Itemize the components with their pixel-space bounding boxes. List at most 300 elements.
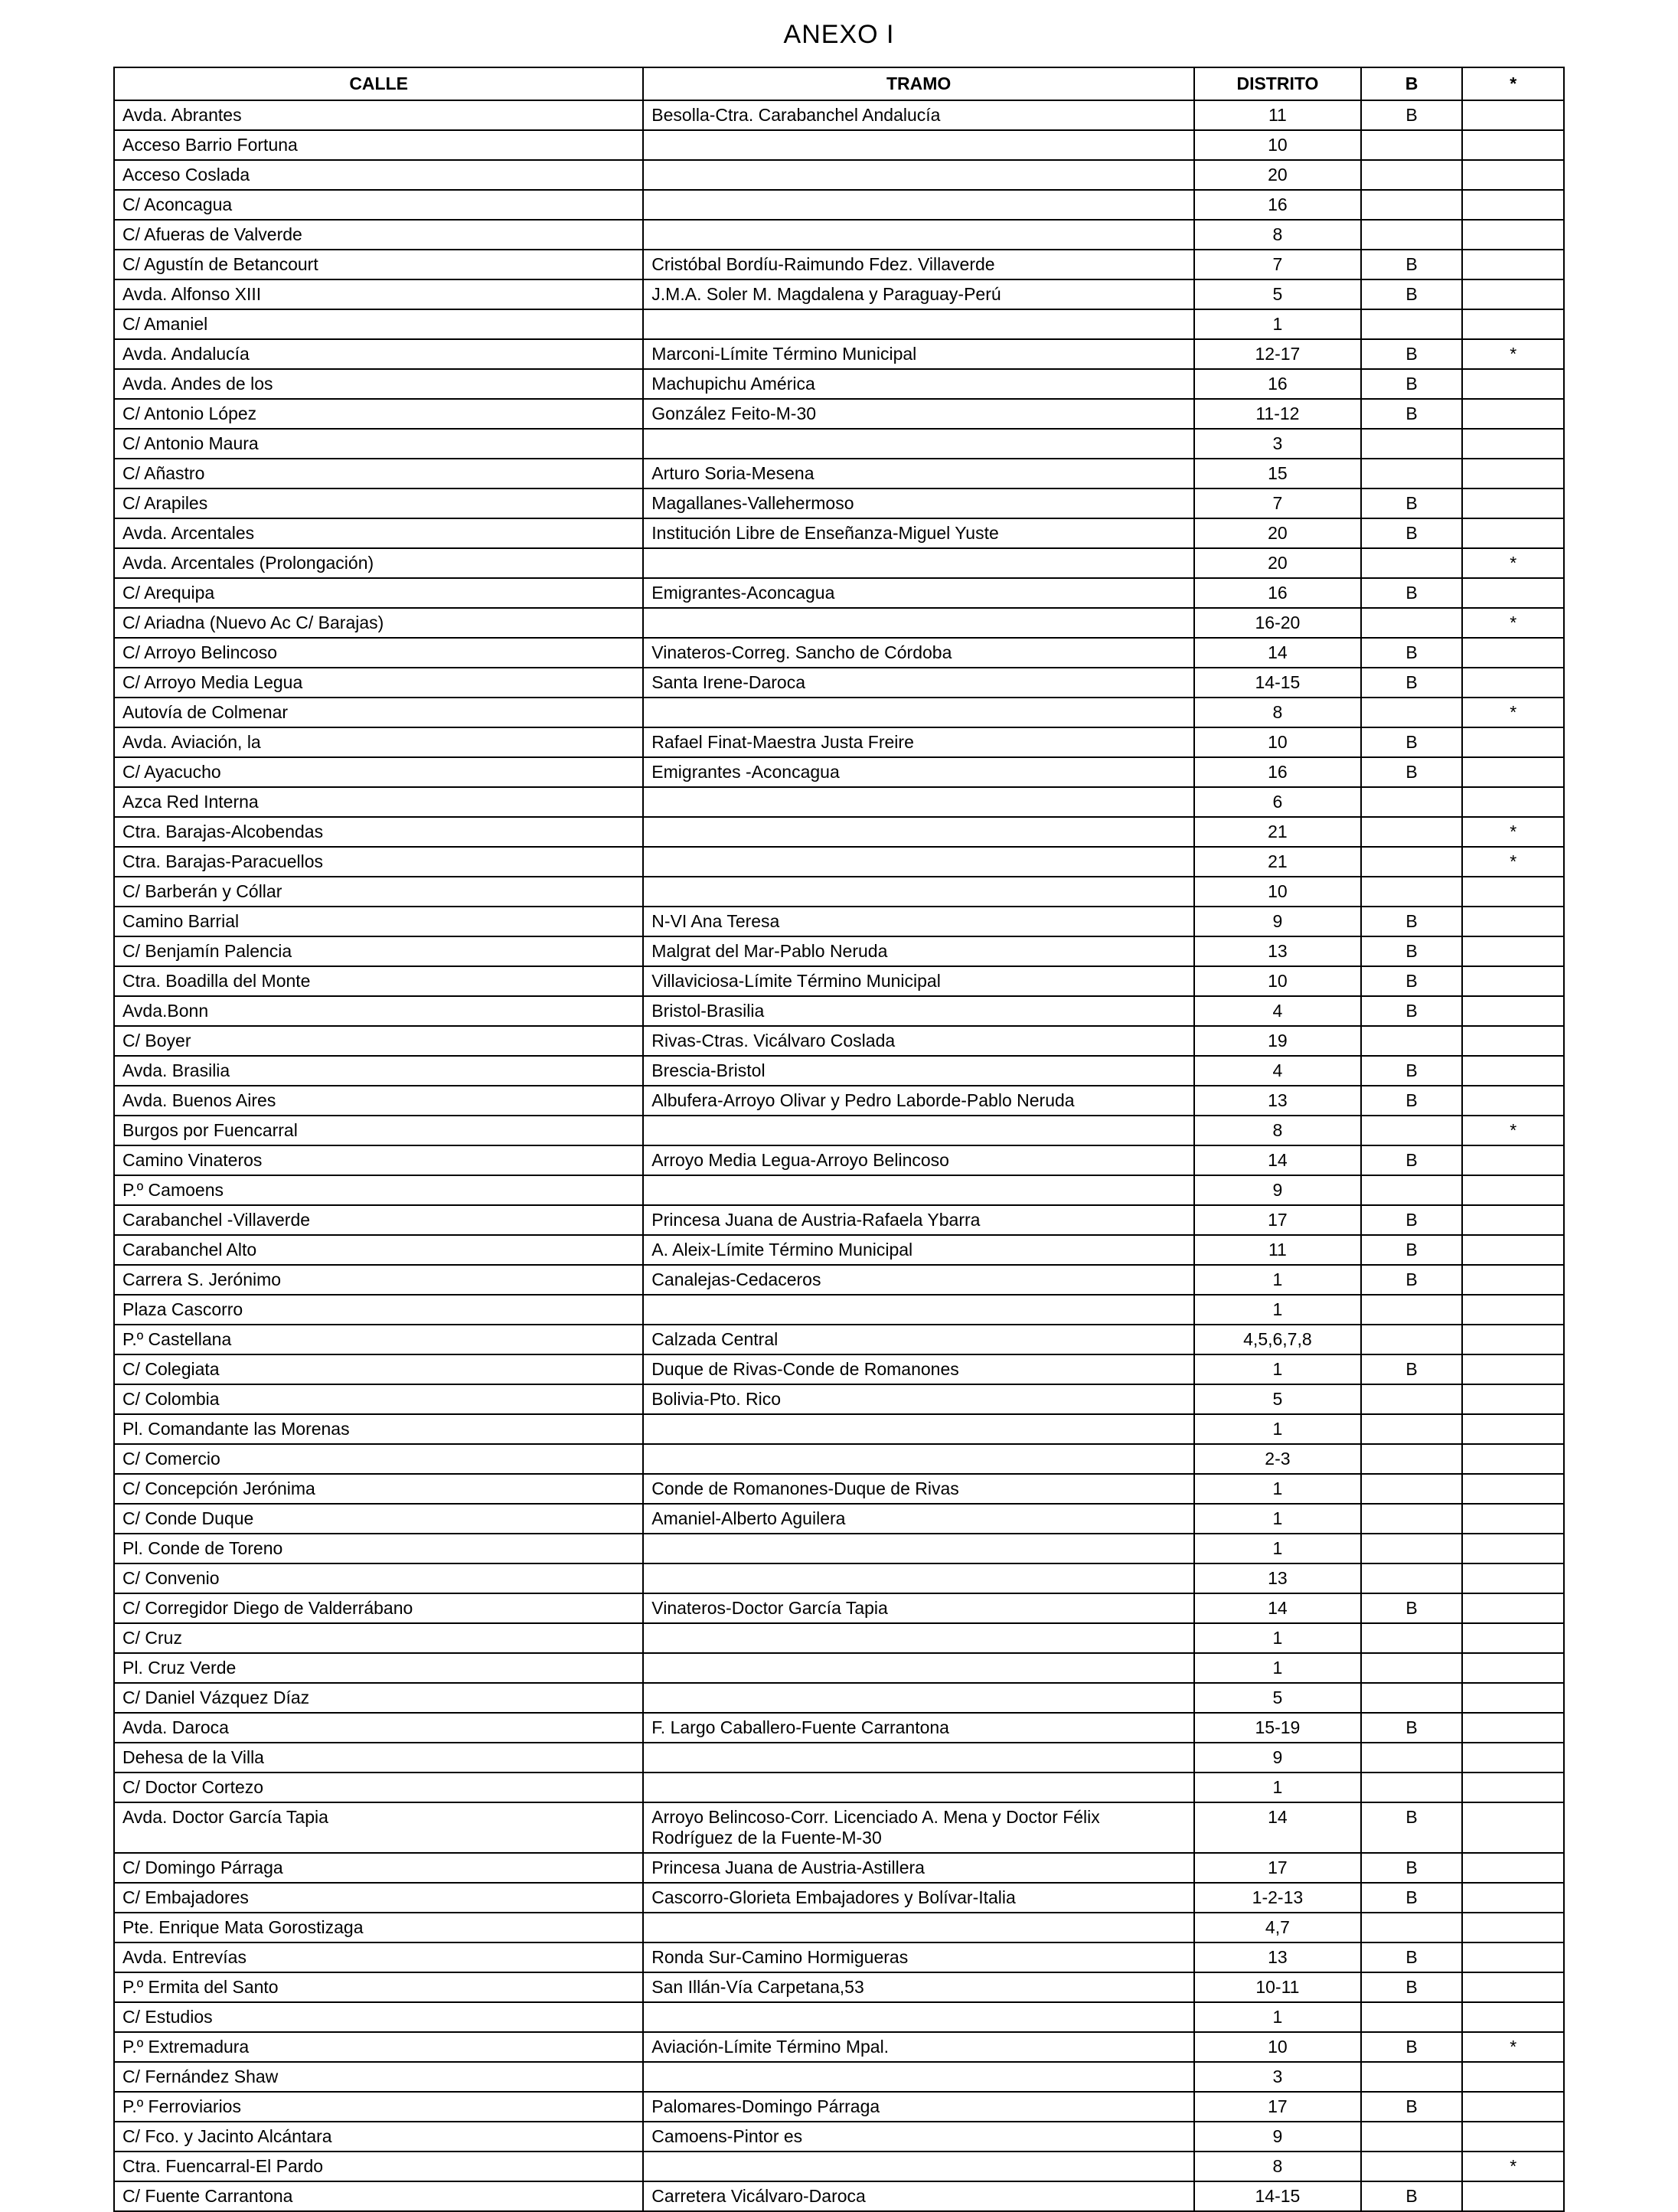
b-cell [1361,1325,1463,1354]
b-cell: B [1361,1942,1463,1972]
tramo-cell [643,130,1194,160]
tramo-cell [643,1534,1194,1563]
star-cell [1462,1683,1564,1713]
tramo-cell: Cascorro-Glorieta Embajadores y Bolívar-Italia [643,1883,1194,1913]
table-row [114,1563,1564,1593]
b-cell [1361,1623,1463,1653]
distrito-cell: 8 [1194,698,1361,727]
star-cell [1462,1883,1564,1913]
calle-cell: C/ Fuente Carrantona [114,2181,643,2211]
calle-cell: Carrera S. Jerónimo [114,1265,643,1295]
distrito-cell: 21 [1194,817,1361,847]
tramo-cell [643,1913,1194,1942]
star-cell [1462,1444,1564,1474]
b-cell [1361,698,1463,727]
tramo-cell: Princesa Juana de Austria-Rafaela Ybarra [643,1205,1194,1235]
b-cell: B [1361,578,1463,608]
calle-cell: Carabanchel -Villaverde [114,1205,643,1235]
b-cell: B [1361,250,1463,279]
calle-cell: Pte. Enrique Mata Gorostizaga [114,1913,643,1942]
table-row [114,996,1564,1026]
table-row [114,907,1564,936]
distrito-cell: 13 [1194,1086,1361,1116]
tramo-cell [643,1295,1194,1325]
table-row [114,877,1564,907]
distrito-cell: 1 [1194,2002,1361,2032]
star-cell [1462,1623,1564,1653]
b-cell [1361,1653,1463,1683]
tramo-cell: Amaniel-Alberto Aguilera [643,1504,1194,1534]
distrito-cell: 1 [1194,1504,1361,1534]
calle-cell: Camino Vinateros [114,1145,643,1175]
distrito-cell: 5 [1194,279,1361,309]
table-row [114,1883,1564,1913]
star-cell [1462,220,1564,250]
b-cell: B [1361,100,1463,130]
star-cell [1462,996,1564,1026]
tramo-cell: Aviación-Límite Término Mpal. [643,2032,1194,2062]
star-cell: * [1462,339,1564,369]
calle-cell: P.º Ermita del Santo [114,1972,643,2002]
calle-cell: Autovía de Colmenar [114,698,643,727]
table-row [114,399,1564,429]
distrito-cell: 16 [1194,757,1361,787]
tramo-cell [643,2152,1194,2181]
calle-cell: C/ Embajadores [114,1883,643,1913]
tramo-cell: Calzada Central [643,1325,1194,1354]
calle-cell: C/ Colegiata [114,1354,643,1384]
calle-cell: Avda. Aviación, la [114,727,643,757]
header-calle: CALLE [114,67,643,100]
tramo-cell [643,220,1194,250]
calle-cell: C/ Afueras de Valverde [114,220,643,250]
table-row [114,160,1564,190]
b-cell [1361,608,1463,638]
calle-cell: Pl. Conde de Toreno [114,1534,643,1563]
tramo-cell [643,1653,1194,1683]
b-cell: B [1361,1972,1463,2002]
tramo-cell: A. Aleix-Límite Término Municipal [643,1235,1194,1265]
star-cell [1462,638,1564,668]
tramo-cell [643,1743,1194,1773]
distrito-cell: 7 [1194,488,1361,518]
table-row [114,966,1564,996]
table-row [114,1414,1564,1444]
b-cell [1361,1474,1463,1504]
star-cell [1462,309,1564,339]
calle-cell: C/ Comercio [114,1444,643,1474]
table-row [114,727,1564,757]
b-cell: B [1361,1713,1463,1743]
b-cell: B [1361,1145,1463,1175]
star-cell [1462,2062,1564,2092]
star-cell [1462,936,1564,966]
table-row [114,936,1564,966]
star-cell [1462,1593,1564,1623]
table-row [114,1623,1564,1653]
calle-cell: Avda. Doctor García Tapia [114,1802,643,1853]
tramo-cell [643,1414,1194,1444]
b-cell: B [1361,1883,1463,1913]
header-tramo: TRAMO [643,67,1194,100]
b-cell: B [1361,2181,1463,2211]
distrito-cell: 1 [1194,1265,1361,1295]
star-cell: * [1462,847,1564,877]
b-cell: B [1361,1593,1463,1623]
tramo-cell: Arturo Soria-Mesena [643,459,1194,488]
distrito-cell: 16 [1194,578,1361,608]
tramo-cell: Vinateros-Doctor García Tapia [643,1593,1194,1623]
calle-cell: C/ Estudios [114,2002,643,2032]
calle-cell: Ctra. Boadilla del Monte [114,966,643,996]
distrito-cell: 12-17 [1194,339,1361,369]
tramo-cell [643,877,1194,907]
distrito-cell: 9 [1194,1743,1361,1773]
distrito-cell: 9 [1194,2122,1361,2152]
distrito-cell: 4 [1194,996,1361,1026]
tramo-cell: Camoens-Pintor es [643,2122,1194,2152]
distrito-cell: 11 [1194,1235,1361,1265]
calle-cell: C/ Colombia [114,1384,643,1414]
calle-cell: Carabanchel Alto [114,1235,643,1265]
b-cell: B [1361,369,1463,399]
calle-cell: C/ Cruz [114,1623,643,1653]
star-cell [1462,1853,1564,1883]
distrito-cell: 13 [1194,1563,1361,1593]
distrito-cell: 20 [1194,518,1361,548]
table-row [114,2092,1564,2122]
table-row [114,787,1564,817]
table-row [114,488,1564,518]
calle-cell: C/ Ayacucho [114,757,643,787]
calle-cell: P.º Camoens [114,1175,643,1205]
distrito-cell: 1 [1194,309,1361,339]
calle-cell: Ctra. Barajas-Alcobendas [114,817,643,847]
distrito-cell: 3 [1194,429,1361,459]
calle-cell: Pl. Comandante las Morenas [114,1414,643,1444]
table-row [114,817,1564,847]
table-row [114,1683,1564,1713]
b-cell: B [1361,1853,1463,1883]
calle-cell: C/ Arroyo Media Legua [114,668,643,698]
table-row [114,309,1564,339]
star-cell [1462,1235,1564,1265]
tramo-cell: Ronda Sur-Camino Hormigueras [643,1942,1194,1972]
distrito-cell: 1 [1194,1534,1361,1563]
calle-cell: Azca Red Interna [114,787,643,817]
table-row [114,100,1564,130]
b-cell [1361,1175,1463,1205]
calle-cell: Plaza Cascorro [114,1295,643,1325]
calle-cell: Avda. Arcentales [114,518,643,548]
calle-cell: C/ Doctor Cortezo [114,1773,643,1802]
distrito-cell: 19 [1194,1026,1361,1056]
b-cell: B [1361,936,1463,966]
calle-cell: Ctra. Fuencarral-El Pardo [114,2152,643,2181]
tramo-cell: Arroyo Belincoso-Corr. Licenciado A. Mena y Doctor Félix Rodríguez de la Fuente-M-30 [643,1802,1194,1853]
calle-cell: Avda.Bonn [114,996,643,1026]
tramo-cell: Bolivia-Pto. Rico [643,1384,1194,1414]
table-row [114,1474,1564,1504]
distrito-cell: 8 [1194,2152,1361,2181]
star-cell [1462,578,1564,608]
tramo-cell: Brescia-Bristol [643,1056,1194,1086]
table-row [114,548,1564,578]
header-distrito: DISTRITO [1194,67,1361,100]
table-row [114,578,1564,608]
b-cell [1361,877,1463,907]
distrito-cell: 1 [1194,1295,1361,1325]
distrito-cell: 6 [1194,787,1361,817]
table-row [114,1384,1564,1414]
star-cell [1462,1563,1564,1593]
tramo-cell: Marconi-Límite Término Municipal [643,339,1194,369]
b-cell: B [1361,1086,1463,1116]
tramo-cell: Conde de Romanones-Duque de Rivas [643,1474,1194,1504]
b-cell: B [1361,907,1463,936]
distrito-cell: 15 [1194,459,1361,488]
header-row [114,67,1564,100]
distrito-cell: 1 [1194,1354,1361,1384]
distrito-cell: 13 [1194,1942,1361,1972]
distrito-cell: 5 [1194,1683,1361,1713]
table-row [114,190,1564,220]
b-cell: B [1361,1056,1463,1086]
calle-cell: C/ Boyer [114,1026,643,1056]
tramo-cell: Palomares-Domingo Párraga [643,2092,1194,2122]
tramo-cell: Besolla-Ctra. Carabanchel Andalucía [643,100,1194,130]
tramo-cell [643,1116,1194,1145]
tramo-cell: González Feito-M-30 [643,399,1194,429]
b-cell [1361,1683,1463,1713]
star-cell [1462,1086,1564,1116]
calle-cell: Camino Barrial [114,907,643,936]
tramo-cell: Canalejas-Cedaceros [643,1265,1194,1295]
calle-cell: Avda. Daroca [114,1713,643,1743]
table-row [114,369,1564,399]
b-cell [1361,1444,1463,1474]
calle-cell: Avda. Alfonso XIII [114,279,643,309]
b-cell: B [1361,757,1463,787]
star-cell: * [1462,698,1564,727]
star-cell [1462,907,1564,936]
calle-cell: C/ Domingo Párraga [114,1853,643,1883]
table-row [114,1086,1564,1116]
b-cell [1361,1026,1463,1056]
table-row [114,1853,1564,1883]
table-row [114,608,1564,638]
star-cell [1462,1175,1564,1205]
star-cell [1462,1026,1564,1056]
distrito-cell: 9 [1194,1175,1361,1205]
b-cell: B [1361,638,1463,668]
tramo-cell: Machupichu América [643,369,1194,399]
calle-cell: P.º Ferroviarios [114,2092,643,2122]
star-cell: * [1462,608,1564,638]
distrito-cell: 1 [1194,1773,1361,1802]
distrito-cell: 4,5,6,7,8 [1194,1325,1361,1354]
distrito-cell: 10 [1194,2032,1361,2062]
star-cell [1462,488,1564,518]
calle-cell: Ctra. Barajas-Paracuellos [114,847,643,877]
table-row [114,1444,1564,1474]
calle-cell: Burgos por Fuencarral [114,1116,643,1145]
star-cell: * [1462,548,1564,578]
star-cell [1462,668,1564,698]
tramo-cell [643,1683,1194,1713]
table-row [114,1593,1564,1623]
b-cell [1361,429,1463,459]
table-row [114,220,1564,250]
b-cell [1361,2122,1463,2152]
table-row [114,250,1564,279]
star-cell [1462,1743,1564,1773]
star-cell [1462,130,1564,160]
calle-cell: C/ Benjamín Palencia [114,936,643,966]
table-row [114,1175,1564,1205]
header-b: B [1361,67,1463,100]
b-cell: B [1361,399,1463,429]
star-cell [1462,1942,1564,1972]
table-row [114,1116,1564,1145]
star-cell [1462,1384,1564,1414]
tramo-cell: Albufera-Arroyo Olivar y Pedro Laborde-Pablo Neruda [643,1086,1194,1116]
tramo-cell: Emigrantes-Aconcagua [643,578,1194,608]
calle-cell: Avda. Brasilia [114,1056,643,1086]
distrito-cell: 5 [1194,1384,1361,1414]
tramo-cell [643,608,1194,638]
table-row [114,638,1564,668]
b-cell: B [1361,1205,1463,1235]
table-row [114,1942,1564,1972]
calle-cell: Acceso Barrio Fortuna [114,130,643,160]
star-cell [1462,100,1564,130]
table-row [114,2032,1564,2062]
distrito-cell: 16 [1194,190,1361,220]
tramo-cell: N-VI Ana Teresa [643,907,1194,936]
distrito-cell: 14 [1194,1145,1361,1175]
b-cell [1361,817,1463,847]
distrito-cell: 21 [1194,847,1361,877]
table-row [114,1145,1564,1175]
star-cell [1462,1773,1564,1802]
distrito-cell: 9 [1194,907,1361,936]
distrito-cell: 14-15 [1194,2181,1361,2211]
table-row [114,1802,1564,1853]
table-row [114,1534,1564,1563]
b-cell [1361,548,1463,578]
tramo-cell: Cristóbal Bordíu-Raimundo Fdez. Villaverde [643,250,1194,279]
tramo-cell [643,548,1194,578]
table-row [114,2122,1564,2152]
b-cell [1361,1414,1463,1444]
table-row [114,1713,1564,1743]
b-cell: B [1361,279,1463,309]
tramo-cell [643,1623,1194,1653]
tramo-cell: Princesa Juana de Austria-Astillera [643,1853,1194,1883]
b-cell [1361,1116,1463,1145]
star-cell [1462,369,1564,399]
distrito-cell: 13 [1194,936,1361,966]
calle-cell: C/ Concepción Jerónima [114,1474,643,1504]
calle-cell: Dehesa de la Villa [114,1743,643,1773]
b-cell: B [1361,518,1463,548]
table-row [114,1056,1564,1086]
tramo-cell [643,1773,1194,1802]
star-cell [1462,1972,1564,2002]
calle-cell: C/ Arequipa [114,578,643,608]
star-cell [1462,399,1564,429]
table-row [114,1972,1564,2002]
table-body [114,100,1564,2211]
calle-cell: P.º Extremadura [114,2032,643,2062]
tramo-cell [643,429,1194,459]
tramo-cell [643,1563,1194,1593]
distrito-cell: 11-12 [1194,399,1361,429]
b-cell [1361,220,1463,250]
tramo-cell: Duque de Rivas-Conde de Romanones [643,1354,1194,1384]
table-row [114,1773,1564,1802]
b-cell: B [1361,2032,1463,2062]
table-row [114,2002,1564,2032]
calle-cell: C/ Barberán y Cóllar [114,877,643,907]
tramo-cell [643,698,1194,727]
b-cell [1361,2152,1463,2181]
table-row [114,2181,1564,2211]
distrito-cell: 20 [1194,548,1361,578]
b-cell: B [1361,727,1463,757]
star-cell: * [1462,2152,1564,2181]
distrito-cell: 11 [1194,100,1361,130]
b-cell [1361,130,1463,160]
distrito-cell: 14 [1194,638,1361,668]
star-cell [1462,1354,1564,1384]
tramo-cell: Magallanes-Vallehermoso [643,488,1194,518]
tramo-cell [643,309,1194,339]
calle-cell: C/ Ariadna (Nuevo Ac C/ Barajas) [114,608,643,638]
tramo-cell: Institución Libre de Enseñanza-Miguel Yuste [643,518,1194,548]
star-cell [1462,429,1564,459]
b-cell [1361,190,1463,220]
calle-cell: P.º Castellana [114,1325,643,1354]
table-row [114,339,1564,369]
b-cell [1361,847,1463,877]
distrito-cell: 1 [1194,1414,1361,1444]
calle-cell: C/ Añastro [114,459,643,488]
calle-cell: Avda. Entrevías [114,1942,643,1972]
table-row [114,1913,1564,1942]
tramo-cell [643,817,1194,847]
distrito-cell: 16 [1194,369,1361,399]
distrito-cell: 1 [1194,1653,1361,1683]
distrito-cell: 14 [1194,1593,1361,1623]
star-cell [1462,787,1564,817]
calle-cell: Acceso Coslada [114,160,643,190]
distrito-cell: 1-2-13 [1194,1883,1361,1913]
calle-cell: C/ Amaniel [114,309,643,339]
calle-cell: C/ Aconcagua [114,190,643,220]
tramo-cell: Malgrat del Mar-Pablo Neruda [643,936,1194,966]
tramo-cell [643,190,1194,220]
calle-cell: C/ Fco. y Jacinto Alcántara [114,2122,643,2152]
calle-cell: Pl. Cruz Verde [114,1653,643,1683]
distrito-cell: 1 [1194,1623,1361,1653]
star-cell [1462,1474,1564,1504]
table-row [114,1026,1564,1056]
table-row [114,2152,1564,2181]
distrito-cell: 10-11 [1194,1972,1361,2002]
distrito-cell: 4,7 [1194,1913,1361,1942]
